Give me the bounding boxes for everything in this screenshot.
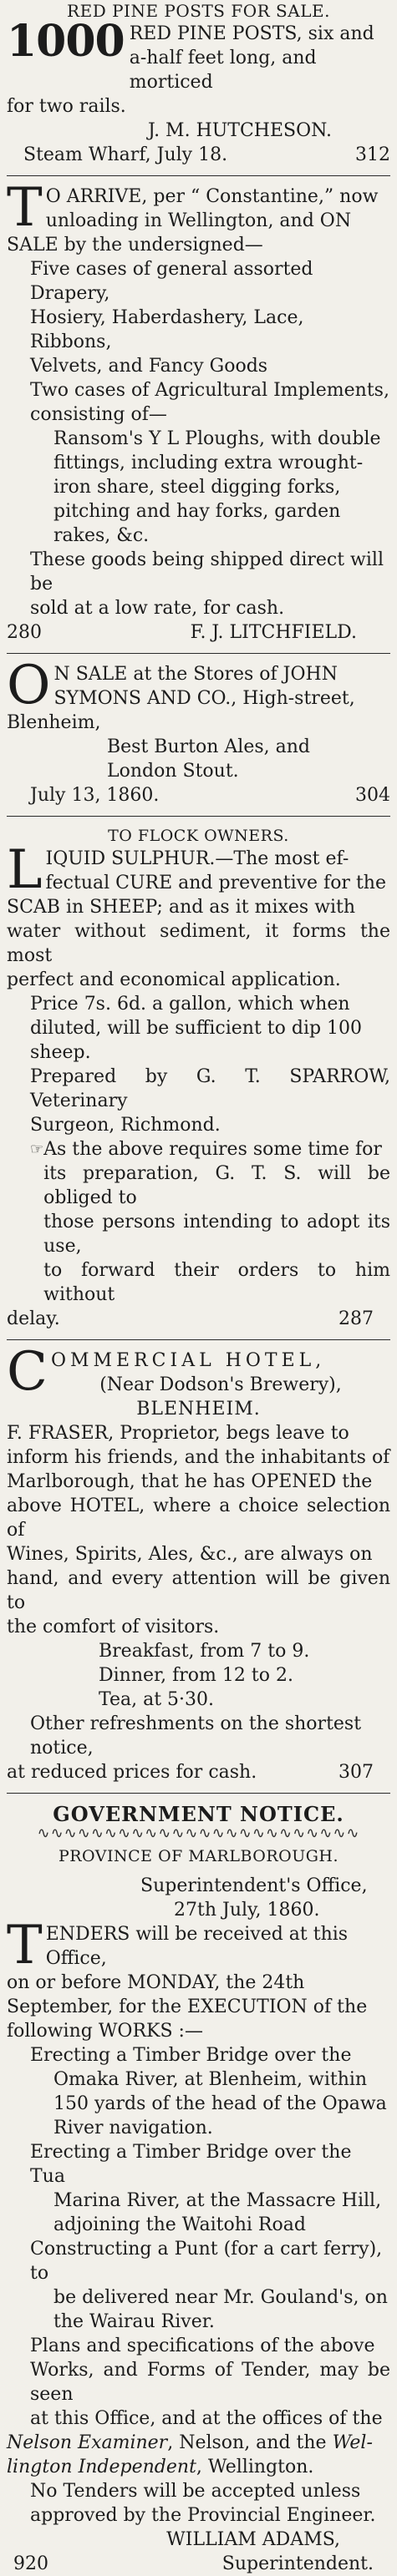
ad-reference-number: 312 (355, 144, 390, 165)
text-line: SCAB in SHEEP; and as it mixes with (7, 897, 356, 918)
text-line: sheep. (30, 1042, 91, 1063)
big-number: 1000 (7, 16, 125, 67)
text-line: Tea, at 5·30. (99, 1689, 215, 1710)
body-text (7, 1995, 390, 2043)
text-line: Marina River, at the Massacre Hill, (53, 2190, 382, 2211)
nelson-line (7, 2431, 390, 2455)
text-line: following WORKS :— (7, 2021, 203, 2042)
goods-list-drapery (30, 257, 390, 378)
office-line: Superintendent's Office, (140, 1875, 368, 1896)
meal-times (99, 1639, 390, 1712)
ad-red-pine-posts (7, 0, 390, 167)
ad-flock-owners (7, 825, 390, 1331)
text-line: the comfort of visitors. (7, 1617, 220, 1637)
text-line: Price 7s. 6d. a gallon, which when (30, 994, 350, 1015)
text-line: consisting of— (30, 404, 167, 425)
opening-lines (7, 655, 390, 716)
ad-symons (7, 655, 390, 807)
ad-government-notice (7, 1802, 390, 2576)
text-line: No Tenders will be accepted unless (30, 2481, 361, 2502)
ad-line: at reduced prices for cash. (7, 1762, 257, 1783)
text-line: Ransom's Y L Ploughs, with double (53, 428, 381, 449)
opening-lines (7, 177, 390, 239)
text-line: above HOTEL, where a choice selection of (7, 1495, 390, 1541)
text-line: adjoining the Waitohi Road (53, 2214, 306, 2235)
hotel-title: OMMERCIAL HOTEL, (50, 1350, 326, 1371)
drop-cap: O (7, 655, 51, 716)
text-line: Surgeon, Richmond. (30, 1115, 221, 1136)
divider (7, 653, 390, 654)
ad-line: SALE by the undersigned— (7, 235, 263, 256)
ad-reference-number: 920 (13, 2553, 48, 2574)
notice-title: GOVERNMENT NOTICE. (53, 1802, 344, 1826)
text-line: on or before MONDAY, the 24th (7, 1972, 305, 1993)
text-line: Breakfast, from 7 to 9. (99, 1641, 310, 1662)
newspaper-name: Nelson Examiner (7, 2432, 168, 2453)
text-line: at this Office, and at the offices of the (30, 2408, 383, 2429)
drop-cap: L (7, 839, 43, 901)
text-line: River navigation. (53, 2118, 213, 2138)
text-line: the Wairau River. (53, 2311, 215, 2332)
text-line: Dinner, from 12 to 2. (99, 1665, 293, 1686)
text-line: Erecting a Timber Bridge over the Tua (30, 2142, 352, 2187)
ad-reference-number: 287 (338, 1308, 374, 1329)
text-line: perfect and economical application. (7, 969, 341, 990)
text-line: Best Burton Ales, and (107, 736, 310, 757)
ad-line: Blenheim, (7, 712, 101, 733)
ad-line: a-half feet long, and morticed (129, 48, 317, 93)
text-line: fittings, including extra wrought- (53, 453, 364, 473)
signatory-role: Superintendent. (221, 2553, 374, 2574)
text-line: pitching and hay forks, garden (53, 501, 341, 522)
ad-line: Other refreshments on the shortest notice, (30, 1713, 362, 1759)
text-line: F. FRASER, Proprietor, begs leave to (7, 1423, 349, 1444)
no-tenders-text (7, 2479, 390, 2528)
opening-lines (7, 1915, 390, 1995)
text-line: As the above requires some time for (43, 1139, 382, 1160)
text-line: O ARRIVE, per “ Constantine,” now (45, 186, 379, 207)
text-line: sold at a low rate, for cash. (30, 598, 285, 619)
goods-list-implements (30, 378, 390, 427)
ad-heading: TO FLOCK OWNERS. (108, 827, 289, 845)
text-line: fectual CURE and preventive for the (45, 873, 386, 893)
works-list (7, 2043, 390, 2334)
text-line: SYMONS AND CO., High-street, (53, 688, 355, 709)
work-item (7, 2140, 390, 2237)
ad-date: July 13, 1860. (30, 785, 160, 806)
text-line: those persons intending to adopt its use, (43, 1212, 390, 1257)
text-line: Erecting a Timber Bridge over the (30, 2045, 352, 2066)
text-line: to forward their orders to him without (43, 1260, 390, 1305)
text-line: unloading in Wellington, and ON (45, 210, 352, 231)
text-line: 150 yards of the head of the Opawa (53, 2093, 387, 2114)
text-line: water without sediment, it forms the most (7, 921, 390, 966)
ad-line: delay. (7, 1308, 60, 1329)
text-line: Omaka River, at Blenheim, within (53, 2069, 368, 2090)
divider (7, 175, 390, 176)
divider (7, 1339, 390, 1340)
text-span: , Wellington. (196, 2457, 314, 2477)
text-line: London Stout. (107, 761, 239, 782)
drop-cap: T (7, 177, 43, 239)
text-line: IQUID SULPHUR.—The most ef- (45, 848, 349, 869)
ad-constantine (7, 177, 390, 645)
work-item (7, 2043, 390, 2140)
text-line: hand, and every attention will be given to (7, 1568, 390, 1613)
text-line: Marlborough, that he has OPENED the (7, 1471, 373, 1492)
text-line: iron share, steel digging forks, (53, 477, 341, 498)
goods-list-ploughs (53, 427, 390, 548)
hotel-place: BLENHEIM. (136, 1399, 261, 1420)
divider (7, 816, 390, 817)
text-line: These goods being shipped direct will be (30, 549, 384, 595)
text-line: be delivered near Mr. Gouland's, on (53, 2287, 388, 2308)
newspaper-name: lington Independent (7, 2457, 196, 2477)
text-line: rakes, &c. (53, 525, 150, 546)
text-line: inform his friends, and the inhabitants of (7, 1447, 390, 1468)
ad-line: for two rails. (7, 96, 126, 117)
divider (7, 1793, 390, 1794)
ad-signature: F. J. LITCHFIELD. (190, 622, 357, 643)
drop-cap: C (7, 1341, 48, 1403)
ad-reference-number: 304 (355, 785, 390, 806)
ad-reference-number: 280 (7, 622, 42, 643)
text-line: diluted, will be sufficient to dip 100 (30, 1018, 363, 1039)
ad-line: RED PINE POSTS, six and (129, 23, 374, 44)
prepared-by-text (30, 1065, 390, 1137)
body-text (7, 1421, 390, 1639)
text-line: N SALE at the Stores of JOHN (53, 664, 338, 685)
text-line: Prepared by G. T. SPARROW, Veterinary (30, 1066, 390, 1111)
plans-text (7, 2334, 390, 2431)
place-date: Steam Wharf, July 18. (23, 144, 228, 165)
ad-heading: RED PINE POSTS FOR SALE. (67, 1, 330, 21)
text-line: Wines, Spirits, Ales, &c., are always on (7, 1544, 373, 1565)
ad-signature: WILLIAM ADAMS, (166, 2529, 340, 2550)
text-line: Plans and specifications of the above (30, 2336, 375, 2356)
text-line: September, for the EXECUTION of the (7, 1997, 368, 2017)
work-item (7, 2237, 390, 2334)
text-line: Five cases of general assorted Drapery, (30, 259, 313, 304)
goods-list (107, 735, 390, 783)
drop-cap: T (7, 1915, 43, 1976)
wellington-line (7, 2455, 390, 2479)
text-line: Velvets, and Fancy Goods (30, 356, 268, 377)
pointing-hand-icon: ☞ (30, 1141, 44, 1158)
notice-date: 27th July, 1860. (174, 1900, 320, 1921)
hotel-subtitle: (Near Dodson's Brewery), (99, 1374, 342, 1395)
text-line: Two cases of Agricultural Implements, (30, 380, 389, 401)
body-text (7, 895, 390, 992)
ad-commercial-hotel (7, 1341, 390, 1784)
wavy-divider: ∿∿∿∿∿∿∿∿∿∿∿∿∿∿∿∿∿∿∿∿∿∿∿∿ (37, 1824, 360, 1842)
opening-lines (7, 839, 390, 901)
price-text (30, 992, 390, 1065)
text-line: Constructing a Punt (for a cart ferry), to (30, 2239, 383, 2284)
newspaper-name: Wel- (332, 2432, 373, 2453)
text-line: approved by the Provincial Engineer. (30, 2505, 376, 2526)
closing-text (30, 548, 390, 620)
text-line: Works, and Forms of Tender, may be seen (30, 2360, 390, 2405)
province-heading: PROVINCE OF MARLBOROUGH. (58, 1847, 339, 1865)
notice-text (43, 1137, 390, 1307)
ad-signature: J. M. HUTCHESON. (147, 120, 332, 141)
ad-reference-number: 307 (338, 1762, 374, 1783)
text-line: Hosiery, Haberdashery, Lace, Ribbons, (30, 307, 304, 352)
text-line: its preparation, G. T. S. will be obliged to (43, 1163, 390, 1208)
text-line: ENDERS will be received at this Office, (45, 1924, 349, 1969)
text-span: , Nelson, and the (167, 2432, 333, 2453)
